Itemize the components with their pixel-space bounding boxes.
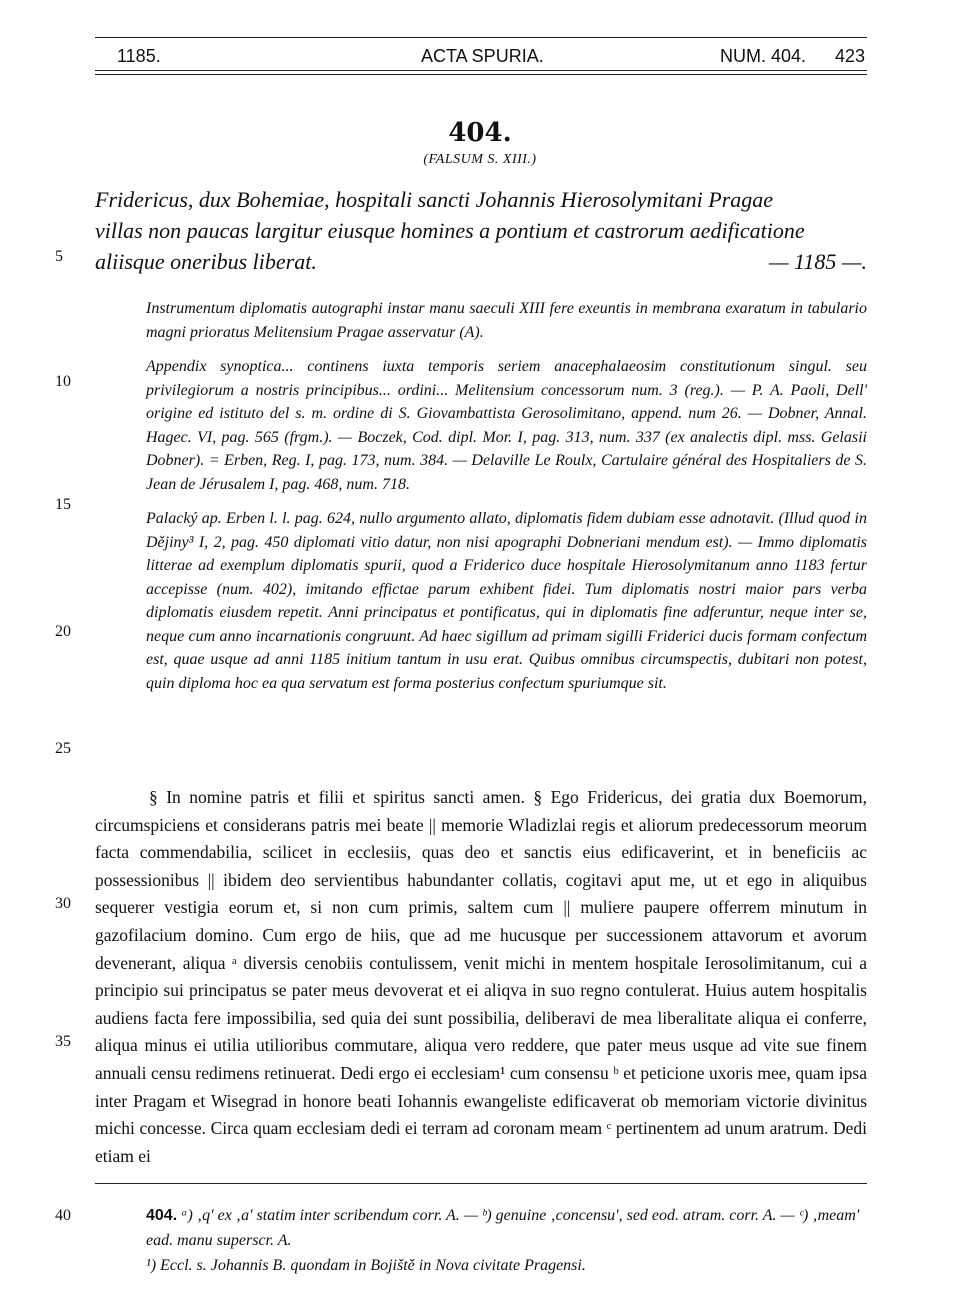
line-number: 15 <box>55 496 71 513</box>
footnote-line <box>146 1253 867 1278</box>
regest-line: Fridericus, dux Bohemiae, hospitali sancti Johannis Hierosolymitani Pragae <box>95 187 774 212</box>
footnotes <box>146 1203 867 1278</box>
regest-line: aliisque oneribus liberat. <box>95 249 317 274</box>
header-title: ACTA SPURIA. <box>421 46 544 66</box>
footnote-line <box>146 1203 867 1253</box>
note-paragraph: Instrumentum diplomatis autographi instar manu saeculi XIII fere exeuntis in membrana exaratum in tabulario magni prioratus Melitensium Pragae asservatur (A). <box>146 300 867 341</box>
header-bottom-rule <box>95 70 867 71</box>
header-top-rule <box>95 37 867 38</box>
charter-text: § In nomine patris et filii et spiritus sancti amen. § Ego Fridericus, dei gratia dux Boemorum, circumspiciens et considerans patris mei beate || memorie Wladizlai regis et aliorum predecessorum meorum facta commendabilia, scilicet in ecclesiis, quas deo et sanctis eius edificaverint, et in beneficiis ac possessionibus || ibidem deo servientibus habundanter collatis, cogitavi aput me, ut et ego in aliquibus sequerer vestigia eorum et, si non cum primis, saltem cum || muliere paupere offerrem minutum in gazofilacium domino. Cum ergo de hiis, que ad me hucusque per successionem attavorum et avorum devenerant, aliqua ᵃ diversis cenobiis contulissem, venit michi in mentem hospitale Ierosolimitanum, cui a principio sui principatus se pater meus devoverat et ei aliqva in suo regno contulerat. Huius autem hospitalis audiens facta fere impossibilia, sed quia dei sunt possibilia, deliberavi de mea liberalitate aliqua ei conferre, aliqua minus ei utilia utilioribus commutare, aliqua vero reddere, que pater meus usque ad vite sue finem annuali censu redimens retinuerat. Dedi ergo ei ecclesiam¹ cum consensu ᵇ et peticione uxoris mee, quam ipsa inter Pragam et Wisegrad in honore beati Iohannis ewangeliste edificaverat ob memoriam victorie divinitus michi concesse. Circa quam ecclesiam dedi ei terram ad coronam meam ᶜ pertinentem ad unum aratrum. Dedi etiam ei <box>95 787 867 1166</box>
regest-line: villas non paucas largitur eiusque homines a pontium et castrorum aedificatione <box>95 218 805 243</box>
editorial-notes <box>146 297 867 706</box>
line-number: 10 <box>55 373 71 390</box>
footnote-text: ᵃ) ‚q' ex ‚a' statim inter scribendum corr. A. — ᵇ) genuine ‚concensu', sed eod. atram. corr. A. — ᶜ) ‚meam' ead. manu superscr. A. <box>146 1207 860 1249</box>
line-number: 30 <box>55 895 71 912</box>
header-page-number: 423 <box>835 46 866 66</box>
header-year: 1185. <box>117 46 161 66</box>
regest-date: — 1185 —. <box>769 249 867 274</box>
footnote-rule <box>95 1183 867 1184</box>
line-number: 5 <box>55 248 63 265</box>
header-bottom-rule-2 <box>95 74 867 75</box>
running-header <box>95 40 867 68</box>
note-paragraph: Palacký ap. Erben l. l. pag. 624, nullo argumento allato, diplomatis fidem dubiam esse adnotavit. (Illud quod in Dějiny³ I, 2, pag. 450 diplomati vitio datur, non nisi apographi Dobneriani mendum est). — Immo diplomatis litterae ad exemplum diplomatis spurii, quod a Friderico duce hospitale Hierosolymitanum anno 1183 fertur accepisse (num. 402), imitando effictae parum exhibent fidei. Tum diplomatis nostri maior pars verba diplomatis eiusdem repetit. Anni principatus et pontificatus, qui in diplomatis fine adferuntur, neque inter se, neque cum anno incarnationis congruunt. Ad haec sigillum ad primam sigilli Friderici ducis formam confectum est, quae usque ad anni 1185 initium tantum in usu erat. Quibus omnibus circumspectis, dubitari non potest, quin diploma hoc ea qua servatum est forma posterius confectum spuriumque sit. <box>146 510 867 692</box>
line-number: 40 <box>55 1207 71 1224</box>
line-number: 35 <box>55 1033 71 1050</box>
falsum-note: (FALSUM S. XIII.) <box>423 152 537 167</box>
footnote-label: 404. <box>146 1207 178 1224</box>
footnote-text: ¹) Eccl. s. Johannis B. quondam in Bojiště in Nova civitate Pragensi. <box>146 1257 586 1274</box>
line-number: 25 <box>55 740 71 757</box>
document-number: 404. <box>448 118 512 148</box>
regest <box>95 184 867 277</box>
header-number: NUM. 404. <box>720 46 807 66</box>
line-number: 20 <box>55 623 71 640</box>
note-paragraph: Appendix synoptica... continens iuxta temporis seriem anacephalaeosim constitutionum singul. seu privilegiorum a nostris principibus... ordini... Melitensium concessorum num. 3 (reg.). — P. A. Paoli, Dell' origine ed istituto del s. m. ordine di S. Giovambattista Gerosolimitano, append. num 26. — Dobner, Annal. Hagec. VI, pag. 565 (frgm.). — Boczek, Cod. dipl. Mor. I, pag. 313, num. 337 (ex analectis dipl. mss. Gelasii Dobner). = Erben, Reg. I, pag. 173, num. 384. — Delaville Le Roulx, Cartulaire général des Hospitaliers de S. Jean de Jérusalem I, pag. 468, num. 718. <box>146 358 867 493</box>
